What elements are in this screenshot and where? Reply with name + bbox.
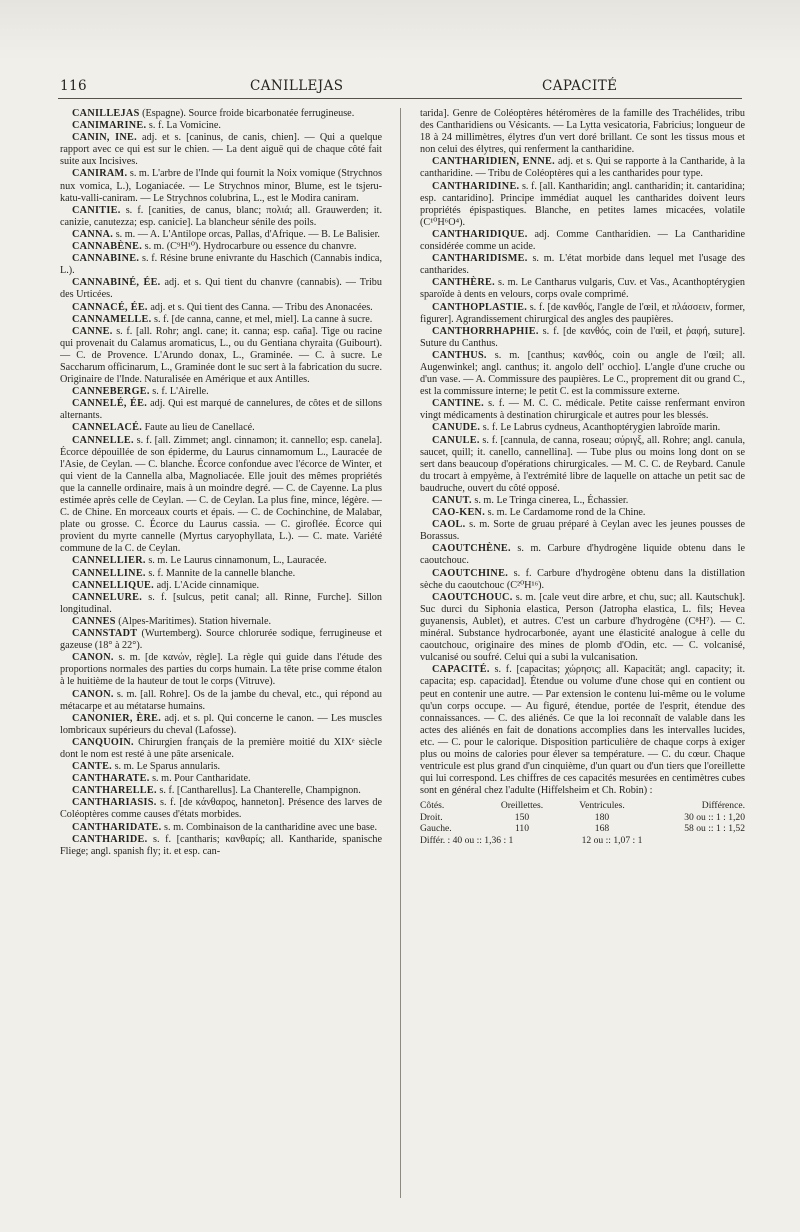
page-top-shadow	[0, 0, 800, 60]
entry-headword: CANTHARATE.	[72, 773, 150, 785]
dictionary-entry	[60, 652, 382, 688]
entry-definition: tarida]. Genre de Coléoptères hétéromères de la famille des Trachélides, tribu des Cantharidiens ou Vésicants. — La Lytta vesicatoria, Fabricius; longueur de 18 à 24 millimètres, élytres d'un vert doré brillant. Ce sont les tissus mous et non celui des élytres, qui renferment la cantharidine.	[420, 108, 745, 156]
entry-definition: s. m. (C⁹H¹⁰). Hydrocarbure ou essence du chanvre.	[142, 241, 357, 253]
entry-definition: s. m. Le Cardamome rond de la Chine.	[485, 507, 646, 519]
right-running-head: CAPACITÉ	[542, 78, 618, 94]
dictionary-entry	[420, 156, 745, 180]
entry-definition: s. m. Le Laurus cinnamonum, L., Lauracée.	[145, 555, 327, 567]
dictionary-entry	[60, 386, 382, 398]
entry-headword: CANTE.	[72, 761, 113, 773]
entry-definition: adj. et s. [caninus, de canis, chien]. — Qui a quelque rapport avec ce qui est sur le chien. — La dent aiguë qui de chaque côté fait suite aux Incisives.	[60, 132, 382, 168]
entry-headword: CAOL.	[432, 519, 466, 531]
entry-headword: CAO-KEN.	[432, 507, 486, 519]
entry-definition: s. f. — M. C. C. médicale. Petite caisse renfermant environ vingt médicaments à destination chirurgicale et autres pour les blessés.	[420, 398, 745, 422]
table-cell: 30 ou :: 1 : 1,20	[684, 811, 745, 823]
dictionary-entry	[60, 713, 382, 737]
dictionary-entry	[60, 132, 382, 168]
entry-headword: CANON.	[72, 688, 114, 700]
dictionary-entry	[60, 241, 382, 253]
entry-headword: CANULE.	[432, 434, 480, 446]
entry-definition: s. m. [de κανών, règle]. La règle qui guide dans l'étude des proportions normales des parties du corps humain. La tête prise comme étalon à le huitième de la hauteur de tout le corps (Vitruve).	[60, 652, 382, 688]
dictionary-entry	[60, 616, 382, 628]
table-header-cell: Ventricules.	[579, 800, 625, 812]
table-row	[420, 812, 745, 824]
entry-definition: s. f. [de κανθός, l'angle de l'œil, et πλάσσειν, former, figurer]. Agrandissement chirurgical des angles des paupières.	[420, 301, 745, 325]
right-column	[420, 108, 745, 1208]
left-column	[60, 108, 382, 1208]
dictionary-entry	[420, 326, 745, 350]
dictionary-entry	[60, 834, 382, 858]
entry-definition: s. m. L'arbre de l'Inde qui fournit la Noix vomique (Strychnos nux vomica, L.), Loganiacée. — Le Strychnos minor, Blume, est le tsjeru-katu-valli-caniram. — Le Strychnos colubrina, L., est le Modira caniram.	[60, 168, 382, 204]
dictionary-entry	[60, 580, 382, 592]
entry-headword: CANNEBERGE.	[72, 386, 150, 398]
dictionary-entry	[420, 507, 745, 519]
entry-headword: CANTHARIDINE.	[432, 180, 520, 192]
dictionary-entry	[60, 205, 382, 229]
dictionary-entry	[420, 350, 745, 398]
entry-definition: s. f. [cannula, de canna, roseau; σύριγξ, all. Rohre; angl. canula, saucet, quill; it. canello, cannellina]. — Tube plus ou moins long dont on se sert dans beaucoup d'opérations chirurgicales. — M. C. C. de Reybard. Canule du trocart à empyème, à l'extrémité libre de laquelle on attache un petit sac de baudruche, ouvert du côté opposé.	[420, 434, 745, 494]
table-cell: Gauche.	[420, 823, 452, 835]
entry-definition: s. m. Le Sparus annularis.	[112, 761, 221, 773]
heart-capacity-table	[420, 800, 745, 846]
dictionary-entry	[420, 592, 745, 665]
entry-headword: CANUT.	[432, 495, 472, 506]
entry-headword: CANNELURE.	[72, 591, 143, 603]
entry-headword: CANTHORRHAPHIE.	[432, 325, 539, 337]
entry-headword: CAPACITÉ.	[432, 664, 490, 676]
entry-definition: s. m. Le Tringa cinerea, L., Échassier.	[471, 495, 629, 506]
entry-headword: CANNELLIER.	[72, 555, 146, 567]
entry-headword: CANNELÉ, ÉE.	[72, 398, 148, 410]
entry-definition: s. f. Résine brune enivrante du Haschich (Cannabis indica, L.).	[60, 253, 382, 277]
table-row	[420, 835, 745, 847]
entry-definition: s. f. [all. Zimmet; angl. cinnamon; it. cannello; esp. canela]. Écorce dépouillée de son épiderme, du Laurus cinnamomum L., Lauracée de l'Asie, de Ceylan. — C. blanche. Écorce confondue avec l'écorce de Winter, et qui vient de la Cannella alba, Magnoliacée. Elle jouit des mêmes propriétés que la cannelle ordinaire, mais à un moindre degré. — C. de Cayenne. La plus estimée après celle de Ceylan. — C. de Ceylan. La plus fine, mince, légère. — C. de Chine. En morceaux courts et épais. — C. de Cochinchine, de Malabar, plate ou grosse. C. Écorce du Laurus cassia. — C. giroflée. Écorce qui provient du myrte cannelle (Myrtus caryophyllata, L.). — C. mate. Variété commune de la C. de Ceylan.	[60, 434, 382, 555]
dictionary-entry	[420, 277, 745, 301]
dictionary-entry	[60, 628, 382, 652]
table-cell: 58 ou :: 1 : 1,52	[684, 823, 745, 835]
entry-definition: s. m. [cale veut dire arbre, et chu, suc; all. Kautschuk]. Suc durci du Siphonia elastica, Person (Jatropha elastica, L. fils; Hevea guyanensis, Aublet), et autres. C'est un carbure d'hydrogène (C⁸H⁷). — C. minéral. Substance hydrocarbonée, ayant une élasticité analogue à celle du caoutchouc, originaire des mines de plomb d'Odin, etc. — C. volcanisé, vulcanisé ou soufré. Celui qui a subi la vulcanisation.	[420, 591, 745, 664]
entry-definition: s. f. [de canna, canne, et mel, miel]. La canne à sucre.	[151, 313, 373, 325]
dictionary-entry	[60, 120, 382, 132]
dictionary-entry	[420, 519, 745, 543]
entry-definition: s. f. [canities, de canus, blanc; πολιά; all. Grauwerden; it. canizie, canutezza; esp. canicie]. La blancheur sénile des poils.	[60, 204, 382, 228]
dictionary-entry	[60, 398, 382, 422]
entry-headword: CANONIER, ÈRE.	[72, 712, 162, 724]
entry-definition: s. f. La Vomicine.	[146, 120, 221, 132]
table-header-cell: Côtés.	[420, 800, 445, 812]
dictionary-entry	[60, 592, 382, 616]
entry-definition: s. f. L'Airelle.	[149, 386, 209, 398]
right-column-entries	[420, 108, 745, 797]
dictionary-entry	[420, 398, 745, 422]
entry-definition: s. m. Carbure d'hydrogène liquide obtenu dans le caoutchouc.	[420, 543, 745, 567]
entry-headword: CANITIE.	[72, 204, 121, 216]
entry-definition: s. f. Le Labrus cydneus, Acanthoptérygien labroïde marin.	[480, 422, 721, 434]
entry-headword: CANUDE.	[432, 422, 481, 434]
entry-headword: CANTHARIDE.	[72, 833, 148, 845]
dictionary-entry	[420, 568, 745, 592]
dictionary-entry	[60, 326, 382, 386]
dictionary-entry	[60, 277, 382, 301]
entry-headword: CANNELLINE.	[72, 567, 146, 579]
dictionary-entry	[60, 568, 382, 580]
entry-headword: CANIRAM.	[72, 168, 128, 180]
dictionary-entry	[60, 422, 382, 434]
entry-definition: Faute au lieu de Canellacé.	[142, 422, 255, 434]
entry-definition: s. m. — A. L'Antilope orcas, Pallas, d'Afrique. — B. Le Balisier.	[113, 228, 380, 240]
entry-definition: s. m. L'état morbide dans lequel met l'usage des cantharides.	[420, 253, 745, 277]
table-header-cell: Oreillettes.	[500, 800, 544, 812]
entry-headword: CANTHARIDIQUE.	[432, 228, 528, 240]
entry-headword: CANTHARIDATE.	[72, 821, 162, 833]
entry-headword: CANQUOIN.	[72, 736, 134, 748]
entry-headword: CANON.	[72, 652, 114, 664]
entry-definition: s. m. [all. Rohre]. Os de la jambe du cheval, etc., qui répond au métacarpe et au métatarse humains.	[60, 688, 382, 712]
dictionary-entry	[420, 181, 745, 229]
table-cell: Droit.	[420, 811, 443, 823]
entry-definition: s. f. Mannite de la cannelle blanche.	[145, 567, 296, 579]
entry-definition: adj. L'Acide cinnamique.	[154, 579, 260, 591]
entry-definition: s. f. [capacitas; χώρησις; all. Kapacität; angl. capacity; it. capacita; esp. capacidad]. Étendue ou volume d'une chose qui en contient ou peut en contenir une autre. — Par extension le contenu lui-même ou le volume qu'un corps occupe. — Au figuré, étendue, portée de l'esprit, étendue des connaissances. — C. des aliénés. Ce que la loi reconnaît de valable dans les actes des aliénés en fait de donations accomplies dans les intervalles lucides, etc. — C. pour le calorique. Disposition particulière de chaque corps à exiger plus ou moins de calories pour élever sa température. — C. du cœur. Chaque ventricule est plus grand d'un cinquième, d'un quart ou d'un tiers que l'oreillette qui lui correspond. Les chiffres de ces capacités mesurées en centimètres cubes sont en général chez l'adulte (Hiffelsheim et Ch. Robin) :	[420, 664, 745, 797]
entry-definition: (Espagne). Source froide bicarbonatée ferrugineuse.	[139, 108, 355, 119]
dictionary-entry	[420, 422, 745, 434]
dictionary-entry	[60, 773, 382, 785]
dictionary-entry	[60, 737, 382, 761]
entry-headword: CANNABÈNE.	[72, 241, 143, 253]
dictionary-entry	[60, 761, 382, 773]
dictionary-entry	[420, 108, 745, 156]
entry-headword: CANNACÉ, ÉE.	[72, 301, 148, 313]
entry-headword: CAOUTCHÈNE.	[432, 543, 511, 555]
table-cell: 110	[514, 823, 530, 835]
dictionary-entry	[60, 302, 382, 314]
entry-definition: s. m. Pour Cantharidate.	[149, 773, 251, 785]
entry-definition: s. f. [Cantharellus]. La Chanterelle, Champignon.	[156, 785, 361, 797]
dictionary-entry	[60, 689, 382, 713]
entry-headword: CANTHARIDIEN, ENNE.	[432, 156, 555, 168]
entry-definition: adj. et s. Qui tient du chanvre (cannabis). — Tribu des Urticées.	[60, 277, 382, 301]
entry-definition: (Alpes-Maritimes). Station hivernale.	[115, 615, 272, 627]
dictionary-entry	[60, 253, 382, 277]
entry-headword: CANNES	[72, 615, 116, 627]
dictionary-entry	[420, 253, 745, 277]
column-separator	[400, 108, 401, 1198]
entry-headword: CANNABINE.	[72, 253, 140, 265]
entry-definition: s. f. [all. Rohr; angl. cane; it. canna; esp. caña]. Tige ou racine qui provenait du Calamus aromaticus, L., ou du Gentiana chyraita (Guibourt). — C. de Provence. L'Arundo donax, L., Graminée. — C. à sucre. Le Saccharum officinarum, L., Graminée dont le suc sert à la fabrication du sucre. Originaire de l'Inde. Naturalisée en Amérique et aux Antilles.	[60, 325, 382, 386]
dictionary-entry	[60, 555, 382, 567]
entry-definition: adj. et s. Qui se rapporte à la Cantharide, à la cantharidine. — Tribu de Coléoptères qui a les cantharides pour type.	[420, 156, 745, 180]
entry-headword: CANNABINÉ, ÉE.	[72, 277, 161, 289]
table-cell: 168	[594, 823, 610, 835]
entry-definition: s. f. [sulcus, petit canal; all. Rinne, Furche]. Sillon longitudinal.	[60, 591, 382, 615]
table-header-row	[420, 800, 745, 812]
entry-definition: s. m. Le Cantharus vulgaris, Cuv. et Vas., Acanthoptérygien sparoïde à dents en velours, corps ovale comprimé.	[420, 277, 745, 301]
entry-headword: CANTHARELLE.	[72, 785, 157, 797]
dictionary-entry	[60, 822, 382, 834]
entry-headword: CANNSTADT	[72, 628, 138, 640]
entry-definition: s. m. Combinaison de la cantharidine avec une base.	[161, 821, 378, 833]
dictionary-entry	[60, 229, 382, 241]
entry-headword: CANIMARINE.	[72, 120, 147, 132]
dictionary-entry	[60, 435, 382, 556]
entry-headword: CAOUTCHOUC.	[432, 591, 513, 603]
entry-definition: s. m. Sorte de gruau préparé à Ceylan avec les jeunes pousses de Borassus.	[420, 519, 745, 543]
page-header	[60, 78, 742, 98]
dictionary-entry	[420, 435, 745, 495]
table-cell: 180	[594, 811, 610, 823]
entry-headword: CANTHUS.	[432, 349, 487, 361]
table-header-cell: Différence.	[701, 800, 745, 812]
entry-definition: Chirurgien français de la première moitié du XIXᵉ siècle dont le nom est resté à une pâte arsenicale.	[60, 736, 382, 760]
left-running-head: CANILLEJAS	[250, 78, 344, 94]
dictionary-entry	[420, 543, 745, 567]
entry-definition: adj. Comme Cantharidien. — La Cantharidine considérée comme un acide.	[420, 228, 745, 253]
entry-headword: CANNELLIQUE.	[72, 579, 155, 591]
entry-headword: CANNA.	[72, 228, 114, 240]
entry-headword: CANTINE.	[432, 398, 484, 410]
dictionary-entry	[60, 108, 382, 120]
page-number: 116	[60, 78, 87, 94]
entry-definition: (Wurtemberg). Source chlorurée sodique, ferrugineuse et gazeuse (18° à 22°).	[60, 628, 382, 652]
entry-definition: s. f. [de κάνθαρος, hanneton]. Présence des larves de Coléoptères comme causes d'états morbides.	[60, 797, 382, 821]
dictionary-entry	[420, 302, 745, 326]
dictionary-entry	[420, 229, 745, 253]
table-row	[420, 823, 745, 835]
entry-definition: s. f. [cantharis; κανθαρίς; all. Kantharide, spanische Fliege; angl. spanish fly; it. et esp. can-	[60, 833, 382, 857]
dictionary-entry	[420, 495, 745, 507]
entry-headword: CANIN, INE.	[72, 132, 137, 144]
entry-headword: CANILLEJAS	[72, 108, 140, 119]
entry-definition: adj. Qui est marqué de cannelures, de côtes et de sillons alternants.	[60, 398, 382, 422]
dictionary-entry	[60, 797, 382, 821]
header-rule	[58, 98, 742, 99]
entry-headword: CANTHOPLASTIE.	[432, 301, 528, 313]
entry-definition: s. f. [de κανθός, coin de l'œil, et ῥαφή, suture]. Suture du Canthus.	[420, 325, 745, 349]
table-cell: 12 ou :: 1,07 : 1	[581, 834, 643, 846]
entry-definition: s. f. Carbure d'hydrogène obtenu dans la distillation sèche du caoutchouc (C²⁰H¹⁶).	[420, 567, 745, 591]
dictionary-entry	[60, 785, 382, 797]
entry-headword: CANTHÈRE.	[432, 277, 495, 289]
entry-headword: CANNELACÉ.	[72, 422, 143, 434]
entry-headword: CANNAMELLE.	[72, 313, 152, 325]
table-cell: Différ. : 40 ou :: 1,36 : 1	[420, 834, 514, 846]
entry-headword: CANNE.	[72, 325, 113, 337]
dictionary-entry	[60, 168, 382, 204]
entry-headword: CANNELLE.	[72, 434, 134, 446]
entry-headword: CANTHARIDISME.	[432, 253, 528, 265]
entry-definition: s. m. [canthus; κανθός, coin ou angle de l'œil; all. Augenwinkel; angl. canthus; it. angolo dell' occhio]. L'angle d'une cruche ou d'un vase. — A. Commissure des paupières. Le C., proprement dit ou grand C., est la commissure interne; le petit C. est la commissure externe.	[420, 349, 745, 398]
table-cell: 150	[514, 811, 530, 823]
entry-headword: CANTHARIASIS.	[72, 797, 157, 809]
dictionary-entry	[420, 664, 745, 797]
dictionary-entry	[60, 314, 382, 326]
entry-headword: CAOUTCHINE.	[432, 567, 509, 579]
entry-definition: adj. et s. pl. Qui concerne le canon. — Les muscles lombricaux supérieurs du cheval (Lafosse).	[60, 712, 382, 736]
entry-definition: s. f. [all. Kantharidin; angl. cantharidin; it. cantaridina; esp. cantaridino]. Principe immédiat auquel les cantharides doivent leurs propriétés épispastiques. Blanche, en petites lames micacées, volatile (C¹⁰H⁶O⁴).	[420, 180, 745, 228]
entry-definition: adj. et s. Qui tient des Canna. — Tribu des Anonacées.	[147, 301, 373, 313]
